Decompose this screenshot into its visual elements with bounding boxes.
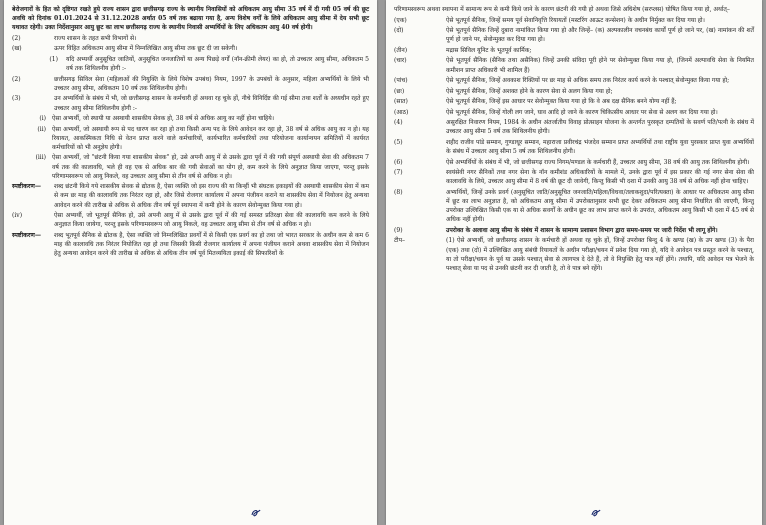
document-page-left <box>4 0 377 525</box>
paragraph-label: (ii) <box>37 125 46 133</box>
paragraph-label: (सात) <box>394 98 408 106</box>
paragraph-label: (2) <box>12 34 21 42</box>
paragraph-label: (5) <box>394 138 403 146</box>
paragraph-text: शहीद राजीव पांडे सम्मान, गुण्डाधूर सम्मान, महाराजा प्रवीरचंद्र भंजदेव सम्मान प्राप्त अभ्यर्थियों तथा राष्ट्रीय युवा पुरस्कार प्राप्त युवा अभ्यर्थियों के संबंध में उच्चतर आयु सीमा 5 वर्ष तक शिथिलनीय होगी। <box>446 138 754 156</box>
paragraph-text: छत्तीसगढ़ सिविल सेवा (महिलाओं की नियुक्ति के लिये विशेष उपबंध) नियम, 1997 के उपबंधों के अनुसार, महिला अभ्यर्थियों के लिये भी उच्चतर आयु सीमा, अधिकतम 10 वर्ष तक शिथिलनीय होगी। <box>54 75 369 92</box>
paragraph-label: स्पष्टीकरण— <box>12 183 42 191</box>
paragraph <box>12 182 369 209</box>
paragraph <box>12 94 369 112</box>
signature-mark-icon <box>249 507 263 519</box>
paragraph-text: परिणामस्वरूप अथवा स्थापना में सामान्य रूप से कमी किये जाने के कारण छंटनी की गयी हो अथवा जिसे अधिशेष (सरप्लस) घोषित किया गया हो, अर्थात्– <box>394 6 730 13</box>
paragraph-text: उपरोक्त के अलावा आयु सीमा के संबंध में शासन के सामान्य प्रशासन विभाग द्वारा समय-समय पर जारी निर्देश भी लागू होंगे। <box>446 226 718 234</box>
paragraph-text: ऐसा अभ्यर्थी, जो "छंटनी किया गया शासकीय सेवक" हो, उसे अपनी आयु में से उसके द्वारा पूर्व में की गयी संपूर्ण अस्थायी सेवा की अधिकतम 7 वर्ष तक की कालावधि, भले ही वह एक से अधिक बार की गयी सेवाओं का योग हो, कम करने के लिये अनुज्ञात किया जाएगा, परन्तु इसके परिणामस्वरूप जो आयु निकले, वह उच्चतर आयु सीमा से तीन वर्ष से अधिक न हो। <box>52 154 369 180</box>
signature-mark-icon <box>589 507 603 519</box>
paragraph <box>12 231 369 258</box>
paragraph <box>12 125 369 152</box>
paragraph <box>394 168 754 186</box>
paragraph <box>394 236 754 273</box>
paragraph-text: ऐसे भूतपूर्व सैनिक, जिन्हें अवकाश रिक्तियों पर छः माह से अधिक समय तक निरंतर कार्य करने के पश्चात् सेवोन्मुक्त किया गया हो; <box>446 77 730 85</box>
paragraph-text: ऊपर विहित अधिकतम आयु सीमा में निम्नलिखित आयु सीमा तक छूट दी जा सकेगी। <box>54 45 238 53</box>
paragraph-label: (i) <box>39 115 46 123</box>
paragraph <box>394 108 754 117</box>
paragraph-label: (9) <box>394 226 403 234</box>
paragraph-label: (तीन) <box>394 46 408 54</box>
paragraph-label: (ख) <box>12 45 22 53</box>
paragraph-label: (छः) <box>394 87 405 95</box>
paragraph-text: ऐसा अभ्यर्थी, जो अस्थायी रूप से पद धारण कर रहा हो तथा किसी अन्य पद के लिये आवेदन कर रहा हो, 38 वर्ष से अधिक आयु का न हो। यह रियायत, आकस्मिकता निधि से वेतन प्राप्त करने वाले कर्मचारियों, कार्यभारित कर्मचारियों तथा परियोजना कार्यान्वयन समितियों में कार्यरत कर्मचारियों को भी अनुज्ञेय होगी। <box>52 125 369 151</box>
paragraph-label: टीप– <box>394 237 406 245</box>
paragraph-label: (आठ) <box>394 108 409 116</box>
paragraph <box>394 138 754 156</box>
paragraph-text: ऐसा अभ्यर्थी, जो भूतपूर्व सैनिक हो, उसे अपनी आयु में से उसके द्वारा पूर्व में की गई समस्त प्रतिरक्षा सेवा की कालावधि कम करने के लिये अनुज्ञात किया जायेगा, परन्तु इसके परिणामस्वरूप जो आयु निकले, वह उच्चतर आयु सीमा से तीन वर्ष से अधिक न हो। <box>54 212 369 229</box>
paragraph <box>12 114 369 123</box>
paragraph <box>12 55 369 73</box>
paragraph <box>394 87 754 96</box>
paragraph-label: (एक) <box>394 16 407 24</box>
paragraph <box>394 16 754 25</box>
paragraph-text: राज्य शासन के तहत सभी विभागों से। <box>54 34 137 42</box>
paragraph <box>12 34 369 43</box>
paragraph-text: ऐसे भूतपूर्व सैनिक जिन्हें दुबारा नामांकित किया गया हो और जिन्हें– (क) अल्पकालीन वचनबंध कार्यों पूर्ण हो जाने पर, (ख) नामांकन की शर्तें पूर्ण हो जाने पर, सेवोन्मुक्त कर दिया गया हो। <box>446 27 754 44</box>
paragraph-text: स्वयंसेवी नगर सैनिकों तथा नगर सेना के नॉन कमीशंड अधिकारियों के मामले में, उनके द्वारा पूर्व में इस प्रकार की गई नगर सेना सेवा की कालावधि के लिये, उच्चतर आयु सीमा में 8 वर्ष की छूट दी जावेगी, किन्तु किसी भी दशा में उनकी आयु 38 वर्ष से अधिक नहीं होना चाहिए। <box>446 169 754 186</box>
paragraph <box>394 158 754 167</box>
paragraph <box>12 153 369 180</box>
paragraph-label: (6) <box>394 158 403 166</box>
paragraph <box>12 75 369 93</box>
paragraph <box>394 26 754 44</box>
paragraph-text: उन अभ्यर्थियों के संबंध में भी, जो छत्तीसगढ़ शासन के कर्मचारी हों अथवा रह चुके हों, नीचे विनिर्दिष्ट की गई सीमा तथा शर्तों के अध्यधीन रहते हुए उच्चतर आयु सीमा शिथिलनीय होगी :- <box>54 95 369 112</box>
paragraph <box>394 76 754 85</box>
paragraph <box>394 46 754 55</box>
paragraph-label: (iv) <box>12 212 23 220</box>
paragraph-label: (iii) <box>35 154 46 162</box>
paragraph-text: ऐसे भूतपूर्व सैनिक, जिन्हें अशक्त होने के कारण सेवा से अलग किया गया हो; <box>446 87 613 95</box>
paragraph-label: (चार) <box>394 57 407 65</box>
paragraph-text: यदि अभ्यर्थी अनुसूचित जातियों, अनुसूचित जनजातियों या अन्य पिछड़े वर्गों (नॉन-क्रीमी लेयर) का हो, तो उच्चतर आयु सीमा, अधिकतम 5 वर्ष तक शिथिलनीय होगी :- <box>66 55 369 73</box>
paragraph <box>12 211 369 229</box>
paragraph-label: (दो) <box>394 27 404 35</box>
paragraph <box>394 56 754 74</box>
paragraph-text: ऐसे भूतपूर्व सैनिक (सैनिक तथा असैनिक) जिन्हें उनकी संविदा पूरी होने पर सेवोन्मुक्त किया गया हो, (जिनमें अल्पावधि सेवा के नियमित कमीशन प्राप्त अधिकारी भी शामिल हैं) <box>446 57 754 74</box>
paragraph-label: (2) <box>12 75 21 83</box>
paragraph <box>12 44 369 53</box>
document-page-right <box>386 0 762 525</box>
paragraph-text: शब्द भूतपूर्व सैनिक से द्योतक है, ऐसा व्यक्ति जो निम्नलिखित प्रवर्गों में से किसी एक प्रवर्ग का हो तथा जो भारत सरकार के अधीन कम से कम 6 माह की कालावधि तक निरंतर नियोजित रहा हो तथा जिसकी किसी रोजगार कार्यालय में अपना पंजीयन कराने अथवा शासकीय सेवा में नियोजन हेतु अन्यथा आवेदन करने की तारीख से अधिक से अधिक तीन वर्ष पूर्व मितव्ययिता इकाई की सिफारिशों के <box>54 231 369 258</box>
paragraph-text: ऐसे भूतपूर्व सैनिक, जिन्हें गोली लग जाने, घाव आदि हो जाने के कारण चिकित्सीय आधार पर सेवा से अलग कर दिया गया हो। <box>446 108 718 116</box>
paragraph-text: ऐसे भूतपूर्व सैनिक, जिन्हें इस आधार पर सेवोन्मुक्त किया गया हो कि वे अब दक्ष सैनिक बनने योग्य नहीं हैं; <box>446 98 677 106</box>
paragraph <box>394 188 754 225</box>
paragraph <box>12 5 369 32</box>
paragraph-text: (1) ऐसे अभ्यर्थी, जो छत्तीसगढ़ शासन के कर्मचारी हों अथवा रह चुके हों, जिन्हें उपरोक्त बिन्दु 4 के खण्ड (ख) के उप खण्ड (3) के पैरा (एक) तथा (दो) में उल्लिखित आयु संबंधी रियायतों के अधीन परीक्षा/चयन में प्रवेश दिया गया हो, यदि वे आवेदन पत्र प्रस्तुत करने के पश्चात्, या तो परीक्षा/चयन के पूर्व या उसके पश्चात् सेवा से त्यागपत्र दे देते हैं, तो वे नियुक्ति हेतु पात्र नहीं होंगे। तथापि, यदि आवेदन पत्र भेजने के पश्चात् सेवा या पद से उनकी छंटनी कर दी जाती है, तो वे पात्र बने रहेंगे। <box>446 237 754 272</box>
paragraph <box>394 226 754 235</box>
page-left-text-column <box>4 3 377 525</box>
paragraph-text: ऐसे भूतपूर्व सैनिक, जिन्हें समय पूर्व सेवानिवृत्ति रियायतों (मस्टरिंग आऊट कन्सेशन) के अधीन निर्मुक्त कर दिया गया हो। <box>446 16 705 24</box>
paragraph-label: (4) <box>394 119 403 127</box>
paragraph-label: (8) <box>394 188 403 196</box>
paragraph-text: मद्रास सिविल यूनिट के भूतपूर्व कार्मिक; <box>446 46 532 54</box>
paragraph-text: ऐसे अभ्यर्थियों के संबंध में भी, जो छत्तीसगढ़ राज्य निगम/मण्डल के कर्मचारी हैं, उच्चतर आयु सीमा, 38 वर्ष की आयु तक शिथिलनीय होगी। <box>446 158 750 166</box>
page-right-text-column <box>386 3 762 525</box>
paragraph-label: (3) <box>12 95 21 103</box>
paragraph <box>394 118 754 136</box>
paragraph-label: स्पष्टीकरण— <box>12 231 42 239</box>
paragraph-label: (पांच) <box>394 77 408 85</box>
paragraph-text: बेरोजगारों के हित को दृष्टिगत रखते हुये राज्य शासन द्वारा छत्तीसगढ़ राज्य के स्थानीय निवासियों को अधिकतम आयु सीमा 35 वर्ष में दी गयी 05 वर्ष की छूट अवधि को दिनांक 01.01.2024 से 31.12.2028 अर्थात 05 वर्ष तक बढाया गया है, अन्य विशेष वर्गों के लिये अधिकतम आयु सीमा में देय सभी छूट यथावत रहेगी। उक्त निर्देशानुसार आयु छूट का लाभ छत्तीसगढ़ राज्य के स्थानीय निवासी अभ्यर्थियों के लिए अधिकतम आयु 40 वर्ष होगी। <box>12 6 369 32</box>
paragraph <box>394 97 754 106</box>
paragraph-text: असुरक्षित निवारण नियम, 1984 के अधीन अंतर्जातीय विवाह प्रोत्साहन योजना के अन्तर्गत पुरस्कृत दम्पतियों के सवर्ण पति/पत्नी के संबंध में उच्चतर आयु सीमा 5 वर्ष तक शिथिलनीय होगी। <box>446 119 754 136</box>
paragraph-label: (1) <box>49 55 58 63</box>
paragraph <box>394 5 754 14</box>
paragraph-label: (7) <box>394 169 403 177</box>
paragraph-text: ऐसा अभ्यर्थी, जो स्थायी या अस्थायी शासकीय सेवक हो, 38 वर्ष से अधिक आयु का नहीं होना चाहिये। <box>52 115 275 123</box>
paragraph-text: अभ्यर्थियों, जिन्हें उनके प्रवर्ग (अनुसूचित जाति/अनुसूचित जनजाति/महिला/विधवा/तलाकशुदा/परित्यक्ता) के आधार पर अधिकतम आयु सीमा में छूट का लाभ अनुज्ञात है, को अधिकतम आयु सीमा में उपरोक्तानुसार सभी छूट देकर अधिकतम आयु सीमा निर्धारित की जाएगी, किन्तु उपरोक्त उल्लिखित किसी एक या से अधिक सवर्गों के अधीन छूट का लाभ प्राप्त करने के उपरांत, अधिकतम आयु किसी भी दशा में 45 वर्ष से अधिक नहीं होगी। <box>446 188 754 224</box>
paragraph-text: शब्द छंटनी किये गये शासकीय सेवक से द्योतक है, ऐसा व्यक्ति जो इस राज्य की या किन्हीं भी संघटक इकाइयों की अस्थायी शासकीय सेवा में कम से कम छः माह की कालावधि तक निरंतर रहा हो, और जिसे रोजगार कार्यालय में अपना पंजीयन कराने या शासकीय सेवा में नियोजन हेतु अन्यथा आवेदन करने की तारीख से अधिक से अधिक तीन वर्ष पूर्व स्थापना में कमी होने के कारण सेवोन्मुक्त किया गया हो। <box>54 183 369 209</box>
